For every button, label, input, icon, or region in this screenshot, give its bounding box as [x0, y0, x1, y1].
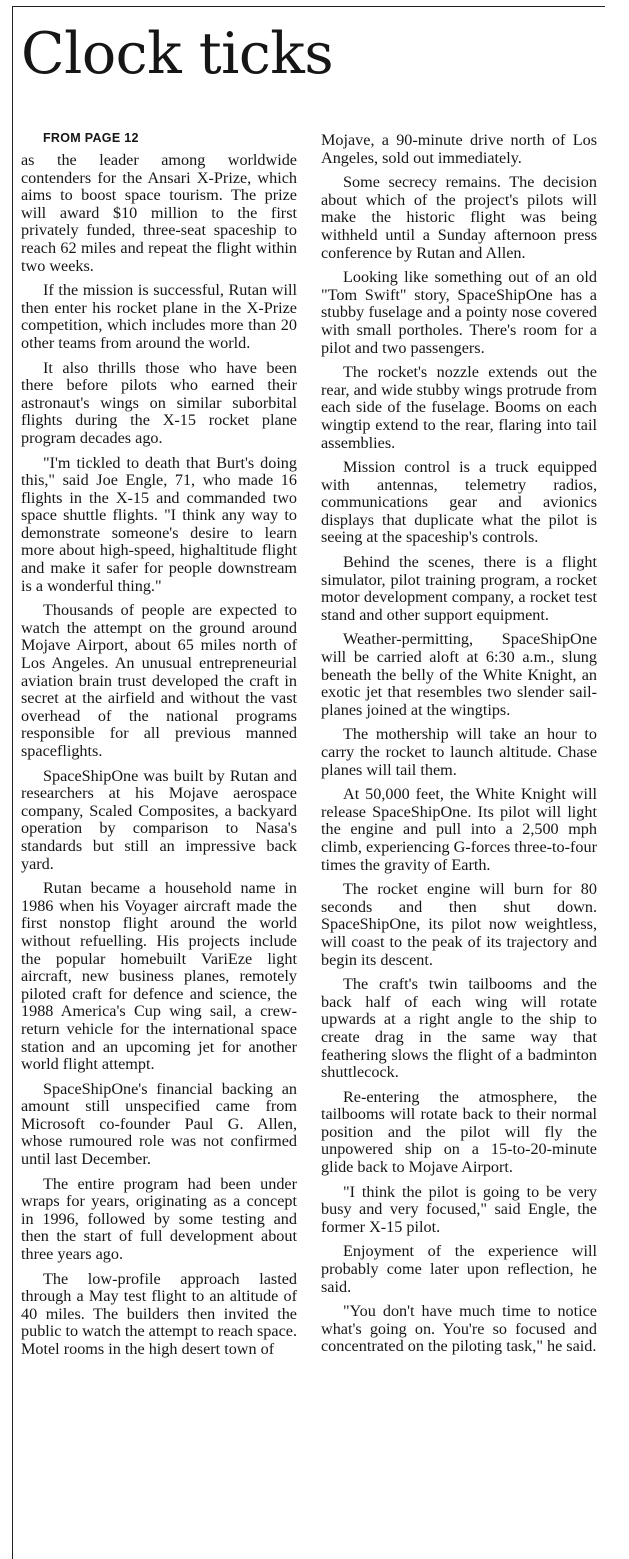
paragraph: Some secrecy remains. The decision about which of the project's pilots will make the historic flight was being withheld until a Sunday afternoon press conference by Rutan and Allen.: [321, 173, 597, 262]
paragraph: Re-entering the atmosphere, the tailbooms will rotate back to their normal position and the pilot will fly the unpowered ship on a 15-to-20-minute glide back to Mojave Airport.: [321, 1087, 597, 1177]
headline: Clock ticks: [21, 21, 334, 87]
paragraph: SpaceShipOne's financial backing an amount still unspecified came from Microsoft co-founder Paul G. Allen, whose rumoured role was not confirmed until last December.: [21, 1079, 297, 1169]
paragraph: "You don't have much time to notice what's going on. You're so focused and concentrated on the piloting task," he said.: [321, 1302, 597, 1356]
article-column-right: [321, 132, 597, 1363]
paragraph: The entire program had been under wraps for years, originating as a concept in 1996, followed by some testing and then the start of full development about three years ago.: [21, 1174, 297, 1264]
article-column-left: [21, 131, 297, 1366]
paragraph: Rutan became a household name in 1986 when his Voyager aircraft made the first nonstop flight around the world without refuelling. His projects include the popular homebuilt VariEze light aircraft, new business planes, remotely piloted craft for defence and science, the 1988 America's Cup wing sail, a crew-return vehicle for the international space station and an upcoming jet for another world flight attempt.: [21, 879, 297, 1074]
paragraph: "I think the pilot is going to be very busy and very focused," said Engle, the former X-15 pilot.: [321, 1182, 597, 1236]
paragraph: "I'm tickled to death that Burt's doing this," said Joe Engle, 71, who made 16 flights in the X-15 and commanded two space shuttle flights. "I think any way to demonstrate someone's desire to learn more about high-speed, highaltitude flight and make it safer for people downstream is a wonderful thing.": [21, 453, 297, 595]
paragraph: Enjoyment of the experience will probably come later upon reflection, he said.: [321, 1242, 597, 1296]
paragraph: The low-profile approach lasted through a May test flight to an altitude of 40 miles. The builders then invited the public to watch the attempt to reach space. Motel rooms in the high desert town of: [21, 1269, 297, 1358]
top-rule: [12, 6, 605, 7]
paragraph: Thousands of people are expected to watch the attempt on the ground around Mojave Airport, about 65 miles north of Los Angeles. An unusual entrepreneurial aviation brain trust developed the craft in secret at the airfield and without the vast overhead of the national programs responsible for all previous manned spaceflights.: [21, 601, 297, 760]
continuation-kicker: FROM PAGE 12: [43, 131, 139, 145]
paragraph: The rocket engine will burn for 80 seconds and then shut down. SpaceShipOne, its pilot now weightless, will coast to the peak of its trajectory and begin its descent.: [321, 880, 597, 969]
paragraph: Looking like something out of an old "Tom Swift" story, SpaceShipOne has a stubby fuselage and a pointy nose covered with small portholes. There's room for a pilot and two passengers.: [321, 268, 597, 357]
paragraph: Weather-permitting, SpaceShipOne will be carried aloft at 6:30 a.m., slung beneath the belly of the White Knight, an exotic jet that resembles two slender sailplanes joined at the wingtips.: [321, 630, 597, 719]
paragraph: as the leader among worldwide contenders for the Ansari X-Prize, which aims to boost space tourism. The prize will award $10 million to the first privately funded, three-seat spaceship to reach 62 miles and repeat the flight within two weeks.: [21, 151, 297, 275]
left-rule: [12, 6, 13, 1559]
paragraph: The mothership will take an hour to carry the rocket to launch altitude. Chase planes will tail them.: [321, 725, 597, 779]
paragraph: The craft's twin tailbooms and the back half of each wing will rotate upwards at a right angle to the ship to create drag in the same way that feathering slows the flight of a badminton shuttlecock.: [321, 975, 597, 1082]
paragraph: If the mission is successful, Rutan will then enter his rocket plane in the X-Prize competition, which includes more than 20 other teams from around the world.: [21, 281, 297, 352]
paragraph: Mojave, a 90-minute drive north of Los Angeles, sold out immediately.: [321, 131, 597, 167]
paragraph: Mission control is a truck equipped with antennas, telemetry radios, communications gear and avionics displays that duplicate what the pilot is seeing at the spaceship's controls.: [321, 458, 597, 547]
paragraph: At 50,000 feet, the White Knight will release SpaceShipOne. Its pilot will light the engine and pull into a 2,500 mph climb, experiencing G-forces three-to-four times the gravity of Earth.: [321, 785, 597, 874]
paragraph: The rocket's nozzle extends out the rear, and wide stubby wings protrude from each side of the fuselage. Booms on each wingtip extend to the rear, flaring into tail assemblies.: [321, 363, 597, 452]
paragraph: Behind the scenes, there is a flight simulator, pilot training program, a rocket motor development company, a rocket test stand and other support equipment.: [321, 553, 597, 624]
paragraph: SpaceShipOne was built by Rutan and researchers at his Mojave aerospace company, Scaled Composites, a backyard operation by comparison to Nasa's standards but still an impressive back yard.: [21, 766, 297, 873]
paragraph: It also thrills those who have been there before pilots who earned their astronaut's wings on similar suborbital flights during the X-15 rocket plane program decades ago.: [21, 358, 297, 447]
